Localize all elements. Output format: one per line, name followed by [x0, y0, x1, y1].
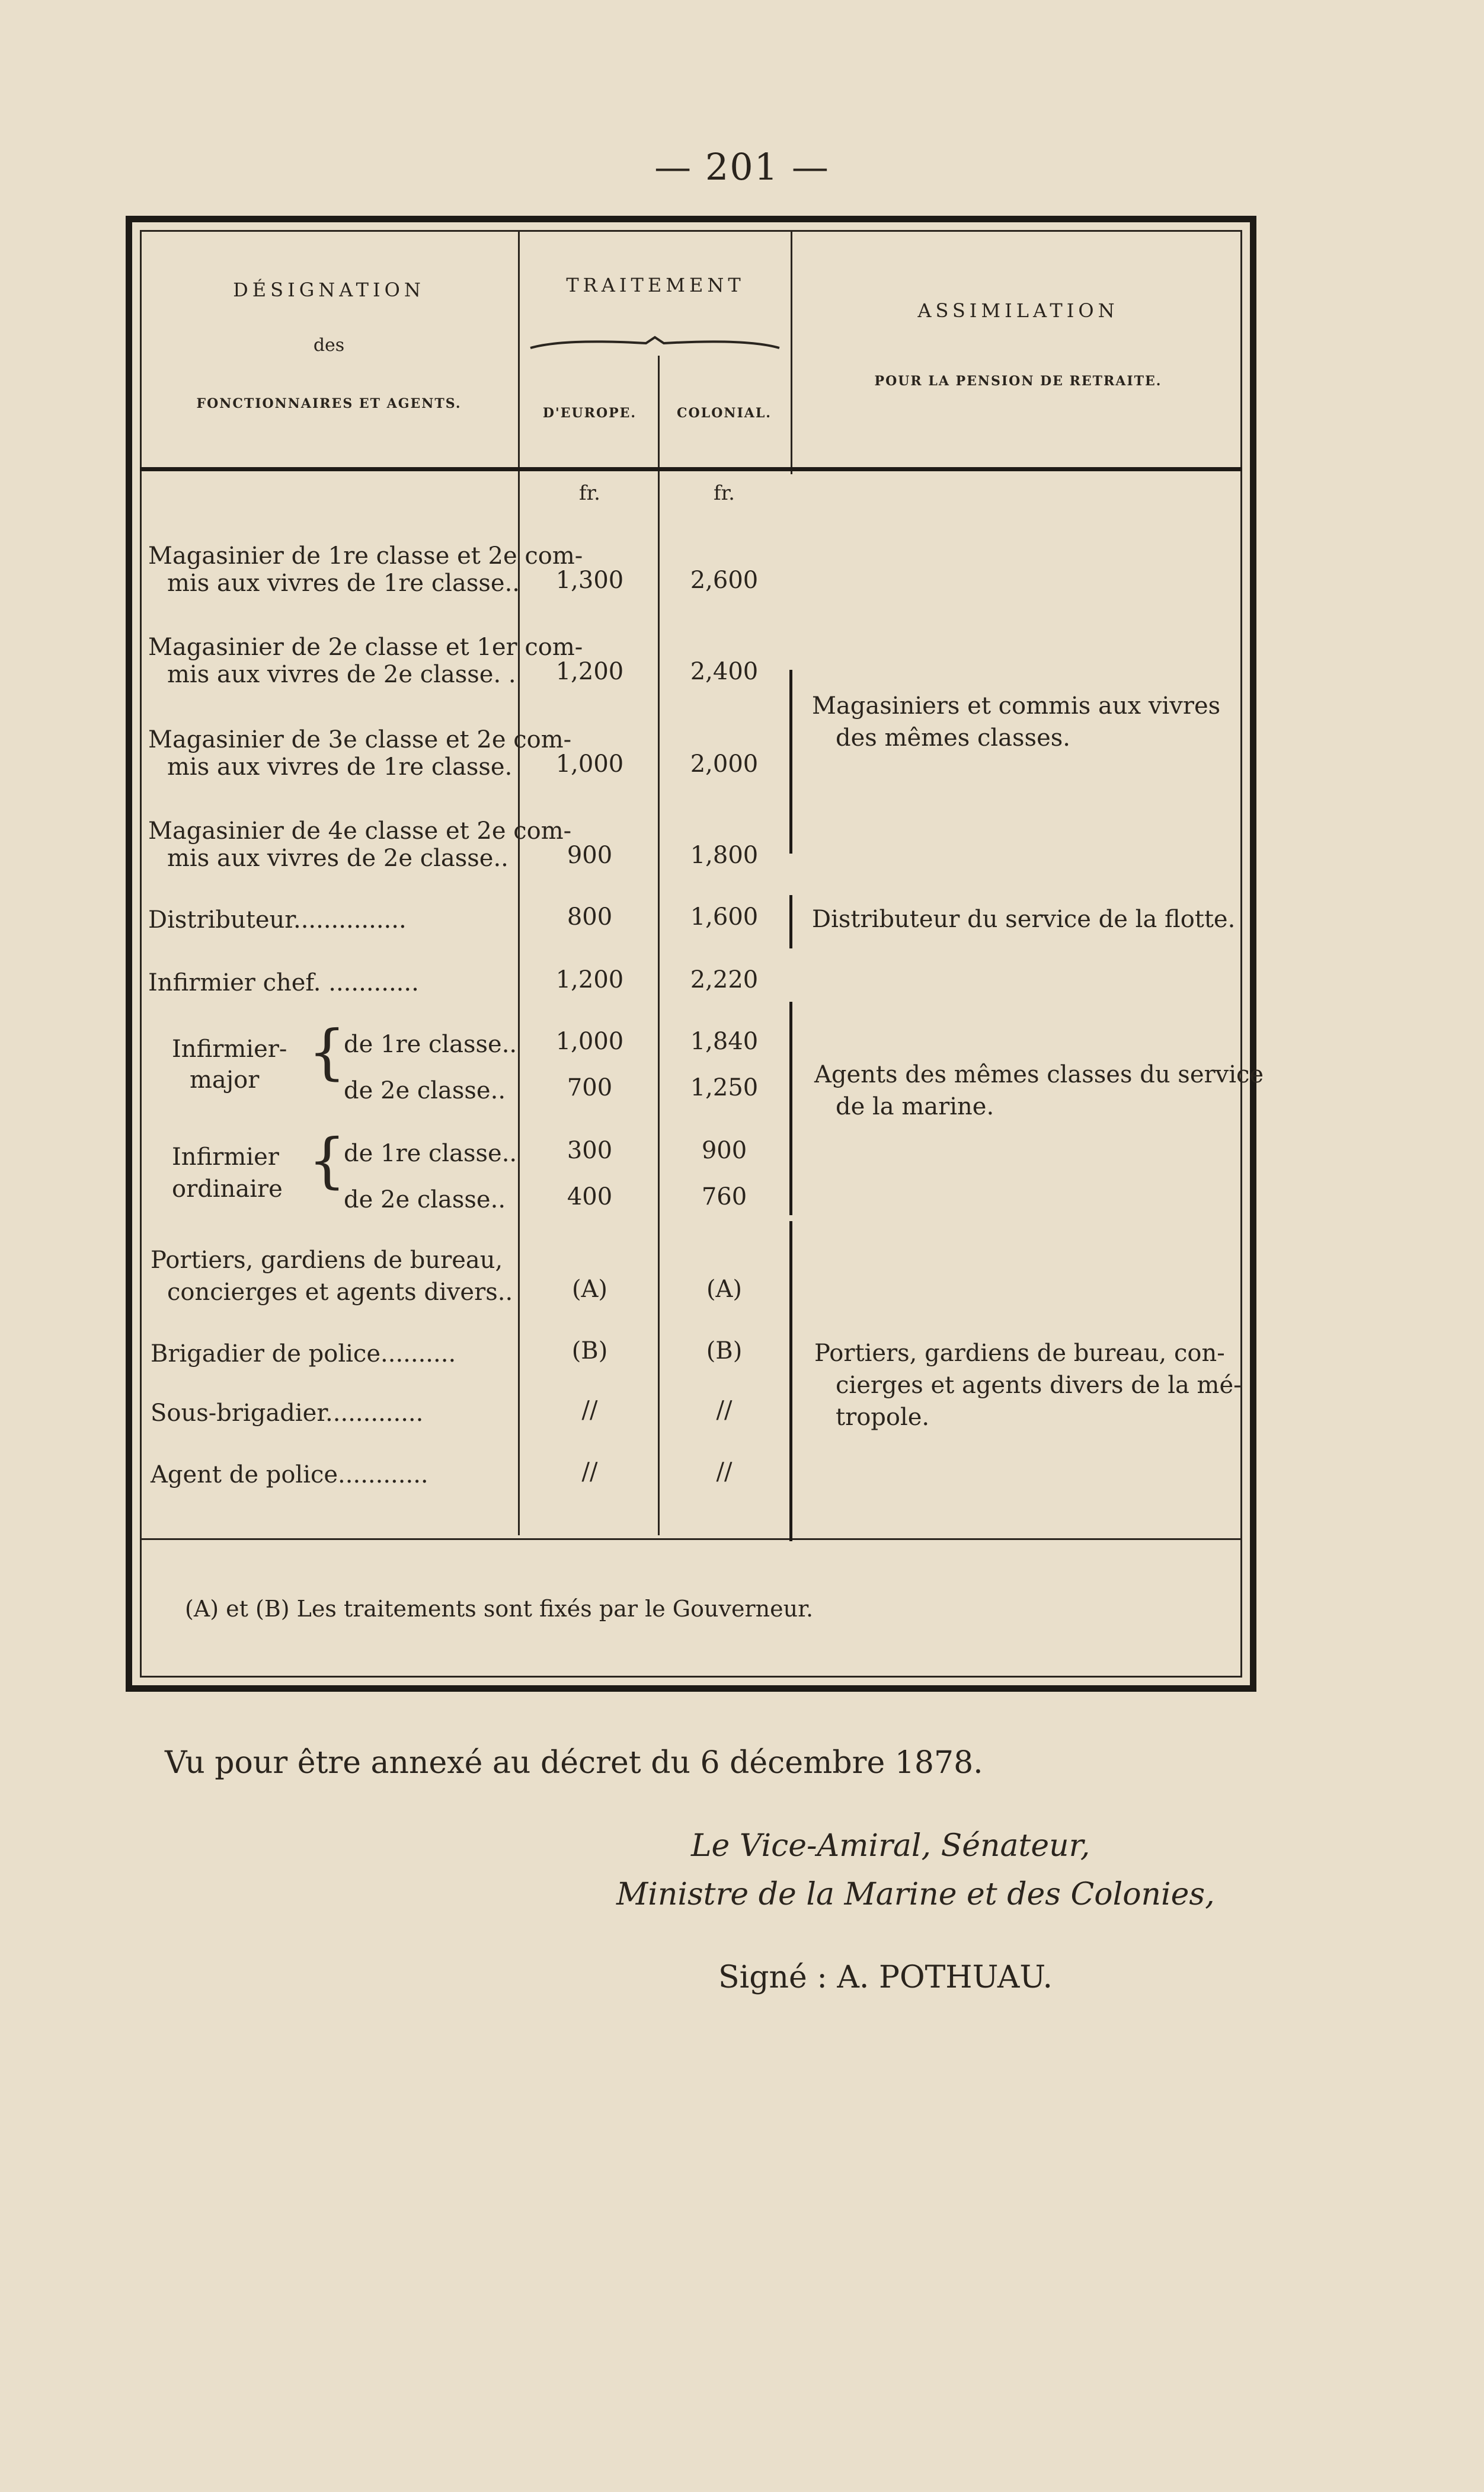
table-cell-colonial: 1,840: [690, 1028, 759, 1055]
header-designation-sub: FONCTIONNAIRES ET AGENTS.: [196, 396, 462, 411]
table-row-label: Infirmier-: [172, 1036, 287, 1063]
table-row-label: mis aux vivres de 2e classe..: [167, 845, 508, 872]
table-row-label: Magasinier de 2e classe et 1er com-: [148, 634, 583, 661]
table-row-label: Magasinier de 4e classe et 2e com-: [148, 817, 572, 845]
table-cell-colonial: //: [716, 1458, 733, 1485]
group-brace-bar: [789, 670, 792, 854]
traitement-brace-icon: [527, 335, 782, 353]
table-cell-europe: (B): [571, 1337, 608, 1365]
table-row-class: de 1re classe..: [344, 1140, 517, 1167]
column-divider: [518, 231, 520, 1535]
table-cell-europe: 1,300: [555, 567, 624, 594]
table-row-label: Magasinier de 3e classe et 2e com-: [148, 726, 572, 753]
table-row-label: ordinaire: [172, 1175, 283, 1203]
header-designation-des: des: [313, 335, 345, 356]
table-cell-europe: (A): [571, 1276, 608, 1303]
assimilation-text: des mêmes classes.: [836, 724, 1070, 752]
table-row-class: de 1re classe..: [344, 1031, 517, 1058]
table-cell-colonial: 760: [701, 1183, 747, 1210]
table-row-label: Distributeur...............: [148, 906, 407, 934]
table-cell-colonial: 900: [701, 1137, 747, 1164]
table-cell-colonial: 1,600: [690, 903, 759, 931]
signatory-title: Le Vice-Amiral, Sénateur,: [691, 1828, 1090, 1864]
header-assimilation: ASSIMILATION: [917, 299, 1119, 322]
assimilation-text: Agents des mêmes classes du service: [814, 1061, 1264, 1088]
left-brace-icon: {: [308, 1017, 346, 1087]
table-row-label: major: [190, 1066, 260, 1094]
header-colonial: COLONIAL.: [677, 405, 772, 421]
table-row-label: Agent de police............: [151, 1461, 428, 1488]
group-brace-bar: [789, 895, 792, 948]
table-row-label: mis aux vivres de 1re classe.: [167, 753, 513, 781]
assimilation-text: de la marine.: [836, 1093, 994, 1120]
table-row-label: mis aux vivres de 1re classe..: [167, 570, 520, 597]
table-cell-colonial: 2,400: [690, 658, 759, 685]
table-cell-europe: 700: [567, 1074, 613, 1101]
table-row-class: de 2e classe..: [344, 1186, 506, 1213]
assimilation-text: Magasiniers et commis aux vivres: [812, 692, 1221, 720]
assimilation-text: Distributeur du service de la flotte.: [812, 906, 1236, 933]
table-cell-europe: 1,200: [555, 658, 624, 685]
header-designation: DÉSIGNATION: [233, 279, 425, 301]
left-brace-icon: {: [308, 1126, 346, 1195]
table-cell-europe: //: [581, 1397, 598, 1424]
table-cell-europe: 1,000: [555, 1028, 624, 1055]
assimilation-text: cierges et agents divers de la mé-: [836, 1372, 1242, 1399]
table-row-label: mis aux vivres de 2e classe. .: [167, 661, 516, 688]
table-cell-europe: 400: [567, 1183, 613, 1210]
annex-statement: Vu pour être annexé au décret du 6 décembre 1878.: [165, 1745, 983, 1781]
group-brace-bar: [789, 1002, 792, 1215]
table-cell-colonial: //: [716, 1397, 733, 1424]
table-footnote: (A) et (B) Les traitements sont fixés par le Gouverneur.: [185, 1596, 814, 1622]
header-assimilation-sub: POUR LA PENSION DE RETRAITE.: [874, 373, 1162, 389]
table-row-label: Brigadier de police..........: [151, 1340, 456, 1368]
table-cell-europe: 1,200: [555, 966, 624, 993]
unit-europe: fr.: [579, 481, 600, 505]
page-number: — 201 —: [654, 145, 830, 189]
table-row-class: de 2e classe..: [344, 1077, 506, 1104]
table-cell-colonial: (B): [706, 1337, 743, 1365]
unit-colonial: fr.: [714, 481, 735, 505]
table-cell-colonial: (A): [706, 1276, 743, 1303]
table-row-label: Magasinier de 1re classe et 2e com-: [148, 542, 583, 570]
header-separator: [140, 467, 1242, 471]
table-row-label: concierges et agents divers..: [167, 1279, 513, 1306]
assimilation-text: tropole.: [836, 1404, 930, 1431]
table-cell-colonial: 2,220: [690, 966, 759, 993]
table-cell-europe: 800: [567, 903, 613, 931]
table-cell-colonial: 2,600: [690, 567, 759, 594]
table-cell-europe: 300: [567, 1137, 613, 1164]
signatory-ministry: Ministre de la Marine et des Colonies,: [616, 1877, 1215, 1912]
table-cell-europe: 1,000: [555, 750, 624, 778]
table-row-label: Infirmier: [172, 1143, 279, 1171]
table-row-label: Sous-brigadier.............: [151, 1400, 424, 1427]
table-cell-colonial: 1,250: [690, 1074, 759, 1101]
note-separator: [140, 1538, 1242, 1540]
assimilation-text: Portiers, gardiens de bureau, con-: [814, 1340, 1225, 1367]
column-divider: [791, 231, 792, 474]
header-traitement: TRAITEMENT: [566, 274, 745, 296]
table-cell-europe: //: [581, 1458, 598, 1485]
group-brace-bar: [789, 1221, 792, 1541]
signature: Signé : A. POTHUAU.: [718, 1960, 1053, 1995]
header-europe: D'EUROPE.: [542, 405, 637, 421]
table-cell-europe: 900: [567, 842, 613, 869]
table-row-label: Portiers, gardiens de bureau,: [151, 1247, 503, 1274]
table-cell-colonial: 1,800: [690, 842, 759, 869]
table-row-label: Infirmier chef. ............: [148, 969, 419, 996]
table-cell-colonial: 2,000: [690, 750, 759, 778]
